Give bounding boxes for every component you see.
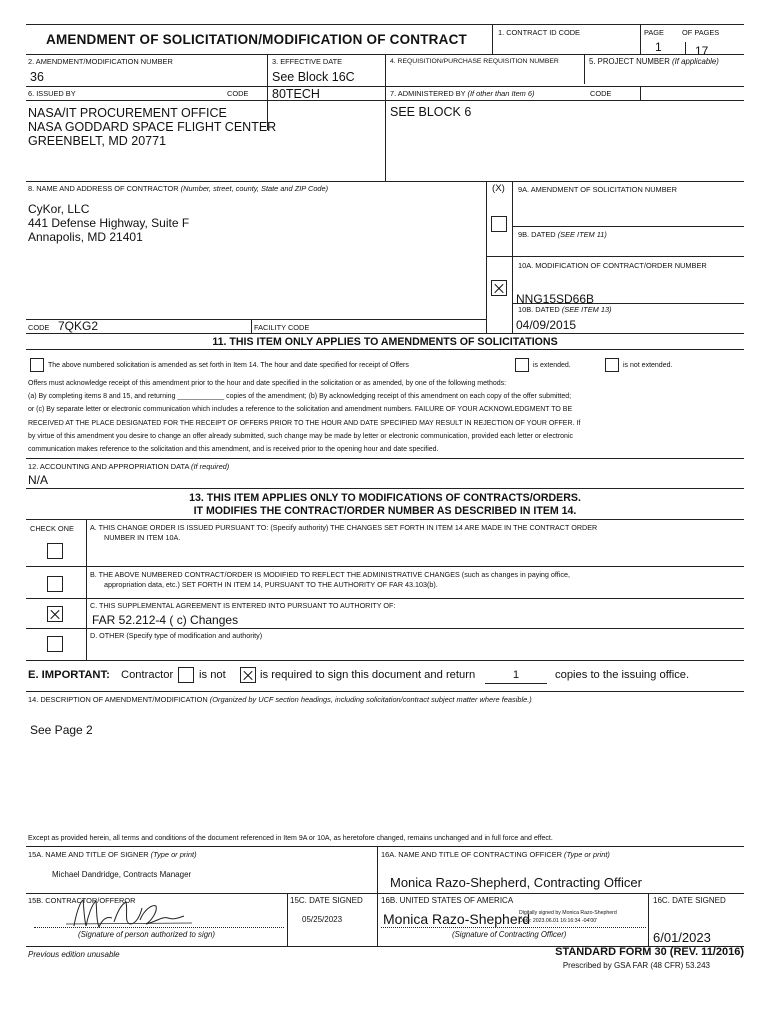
box-15a-value: Michael Dandridge, Contracts Manager [52,870,192,879]
box-15c-label: 15C. DATE SIGNED [290,896,363,905]
item-13-c-value: FAR 52.212-4 ( c) Changes [92,613,239,627]
is-extended-checkbox[interactable] [515,358,529,372]
box-9-checkbox[interactable] [491,216,507,232]
prescribed-by: Prescribed by GSA FAR (48 CFR) 53.243 [562,961,710,970]
copies-suffix: copies to the issuing office. [555,669,690,681]
box-16b-sig-caption: (Signature of Contracting Officer) [452,930,567,939]
contract-id-label: 1. CONTRACT ID CODE [498,28,580,37]
item-11-text-6: communication makes reference to the solicitation and this amendment, and is received prior to the opening hour and date specified. [28,446,439,453]
issued-by-line-2: NASA GODDARD SPACE FLIGHT CENTER [28,120,277,134]
issued-by-line-1: NASA/IT PROCUREMENT OFFICE [28,106,227,120]
item-11-text-4: RECEIVED AT THE PLACE DESIGNATED FOR THE RECEIPT OF OFFERS PRIOR TO THE HOUR AND DATE SPECIFIED MAY RESULT IN REJECTION OF YOUR OFFER. If [28,420,581,427]
item-13-a-text-2: NUMBER IN ITEM 10A. [104,533,181,542]
important-label: E. IMPORTANT: [28,669,110,681]
contractor-code-label: CODE [28,323,50,332]
issued-code-label: CODE [227,89,249,98]
contractor-city: Annapolis, MD 21401 [28,230,143,244]
box-10a-label: 10A. MODIFICATION OF CONTRACT/ORDER NUMBER [518,261,707,270]
item-13-a-text: A. THIS CHANGE ORDER IS ISSUED PURSUANT TO: (Specify authority) THE CHANGES SET FORTH IN ITEM 14 ARE MADE IN THE CONTRACT ORDER [90,523,598,532]
digital-signature-line-2: Date: 2023.06.01 16:16:34 -04'00' [519,918,598,924]
item-13-heading-1: 13. THIS ITEM APPLIES ONLY TO MODIFICATIONS OF CONTRACTS/ORDERS. [189,492,581,504]
item-13-b-checkbox[interactable] [47,576,63,592]
item-13-heading-2: IT MODIFIES THE CONTRACT/ORDER NUMBER AS DESCRIBED IN ITEM 14. [193,505,577,517]
previous-edition-note: Previous edition unusable [28,950,120,959]
administered-by-label: 7. ADMINISTERED BY (If other than Item 6) [390,89,535,98]
is-required-checkbox-checked[interactable] [240,667,256,683]
box-15a-label: 15A. NAME AND TITLE OF SIGNER (Type or print) [28,850,197,859]
check-one-label: CHECK ONE [30,524,74,533]
effective-date: See Block 16C [272,70,355,84]
box-15b-label: 15B. CONTRACTOR/OFFEROR [28,896,136,905]
box-16b-label: 16B. UNITED STATES OF AMERICA [381,896,514,905]
important-contractor: Contractor [121,669,174,681]
page-count: 17 [695,44,709,58]
item-13-c-checkbox-checked[interactable] [47,606,63,622]
box-16c-value: 6/01/2023 [653,930,711,945]
amendment-number: 36 [30,70,44,84]
form-name: STANDARD FORM 30 (REV. 11/2016) [555,946,744,958]
contractor-name: CyKor, LLC [28,202,90,216]
item-13-b-text-2: appropriation data, etc.) SET FORTH IN ITEM 14, PURSUANT TO THE AUTHORITY OF FAR 43.103(b). [104,580,438,589]
box-16a-label: 16A. NAME AND TITLE OF CONTRACTING OFFICER (Type or print) [381,850,610,859]
box-16b-signature-name: Monica Razo-Shepherd [383,911,531,927]
of-pages-label: OF PAGES [682,28,720,37]
issued-code: 80TECH [272,87,320,101]
administered-code-label: CODE [590,89,612,98]
form-title: AMENDMENT OF SOLICITATION/MODIFICATION OF CONTRACT [46,32,467,47]
is-not-extended-label: is not extended. [623,362,673,369]
box-9a-label: 9A. AMENDMENT OF SOLICITATION NUMBER [518,185,677,194]
box-10b-value: 04/09/2015 [516,318,577,332]
box-10-checkbox-checked[interactable] [491,280,507,296]
box-15c-value: 05/25/2023 [302,915,343,924]
box-16a-value: Monica Razo-Shepherd, Contracting Officer [390,875,642,890]
is-not-extended-checkbox[interactable] [605,358,619,372]
project-number-label: 5. PROJECT NUMBER (If applicable) [589,57,719,66]
item-13-a-checkbox[interactable] [47,543,63,559]
box-9b-label: 9B. DATED (SEE ITEM 11) [518,230,607,239]
item-11-text-1: Offers must acknowledge receipt of this amendment prior to the hour and date specified in the solicitation or as amended, by one of the following methods: [28,380,507,387]
item-11-text-5: by virtue of this amendment you desire to change an offer already submitted, such change may be made by letter or electronic communication, provided each letter or electronic [28,433,573,440]
copies-count: 1 [512,669,520,681]
item-13-d-checkbox[interactable] [47,636,63,652]
contractor-code: 7QKG2 [58,319,99,333]
page-label: PAGE [644,28,664,37]
digital-signature-line-1: Digitally signed by Monica Razo-Shepherd [519,910,617,916]
item-11-amend-checkbox[interactable] [30,358,44,372]
is-not-checkbox[interactable] [178,667,194,683]
box-16c-label: 16C. DATE SIGNED [653,896,726,905]
item-13-d-text: D. OTHER (Specify type of modification and authority) [90,631,263,640]
except-text: Except as provided herein, all terms and conditions of the document referenced in Item 9A or 10A, as heretofore changed, remains unchanged and in full force and effect. [28,835,553,842]
box-10a-value: NNG15SD66B [516,292,595,306]
item-13-b-text: B. THE ABOVE NUMBERED CONTRACT/ORDER IS MODIFIED TO REFLECT THE ADMINISTRATIVE CHANGES (such as changes in paying office, [90,570,570,579]
item-12-value: N/A [28,473,49,487]
is-not-label: is not [199,669,226,681]
is-extended-label: is extended. [533,362,571,369]
item-13-c-text: C. THIS SUPPLEMENTAL AGREEMENT IS ENTERED INTO PURSUANT TO AUTHORITY OF: [90,601,396,610]
is-required-text: is required to sign this document and return [260,669,476,681]
effective-date-label: 3. EFFECTIVE DATE [272,57,343,66]
item-11-heading: 11. THIS ITEM ONLY APPLIES TO AMENDMENTS OF SOLICITATIONS [212,336,558,348]
item-11-line-1: The above numbered solicitation is amended as set forth in Item 14. The hour and date specified for receipt of Offers [48,362,409,369]
item-11-text-3: or (c) By separate letter or electronic communication which includes a reference to the solicitation and amendment numbers. FAILURE OF YOUR ACKNOWLEDGMENT TO BE [28,406,573,413]
issued-by-label: 6. ISSUED BY [28,89,76,98]
amendment-number-label: 2. AMENDMENT/MODIFICATION NUMBER [28,57,173,66]
page-number: 1 [655,40,662,54]
administered-by-value: SEE BLOCK 6 [390,105,472,119]
item-14-label: 14. DESCRIPTION OF AMENDMENT/MODIFICATION (Organized by UCF section headings, including solicitation/contract subject matter where feasible.) [28,695,532,704]
box-10b-label: 10B. DATED (SEE ITEM 13) [518,305,612,314]
box-15b-sig-caption: (Signature of person authorized to sign) [78,930,215,939]
x-column-label: (X) [492,183,505,194]
item-14-value: See Page 2 [30,723,93,737]
issued-by-line-3: GREENBELT, MD 20771 [28,134,167,148]
item-12-label: 12. ACCOUNTING AND APPROPRIATION DATA (If required) [28,462,230,471]
facility-code-label: FACILITY CODE [254,323,310,332]
contractor-label: 8. NAME AND ADDRESS OF CONTRACTOR (Number, street, county, State and ZIP Code) [28,184,329,193]
contractor-street: 441 Defense Highway, Suite F [28,216,190,230]
requisition-label: 4. REQUISITION/PURCHASE REQUISITION NUMBER [390,58,559,65]
item-11-text-2: (a) By completing items 8 and 15, and returning ____________ copies of the amendment; (b) By acknowledging receipt of this amendment on each copy of the offer submitted; [28,393,572,400]
